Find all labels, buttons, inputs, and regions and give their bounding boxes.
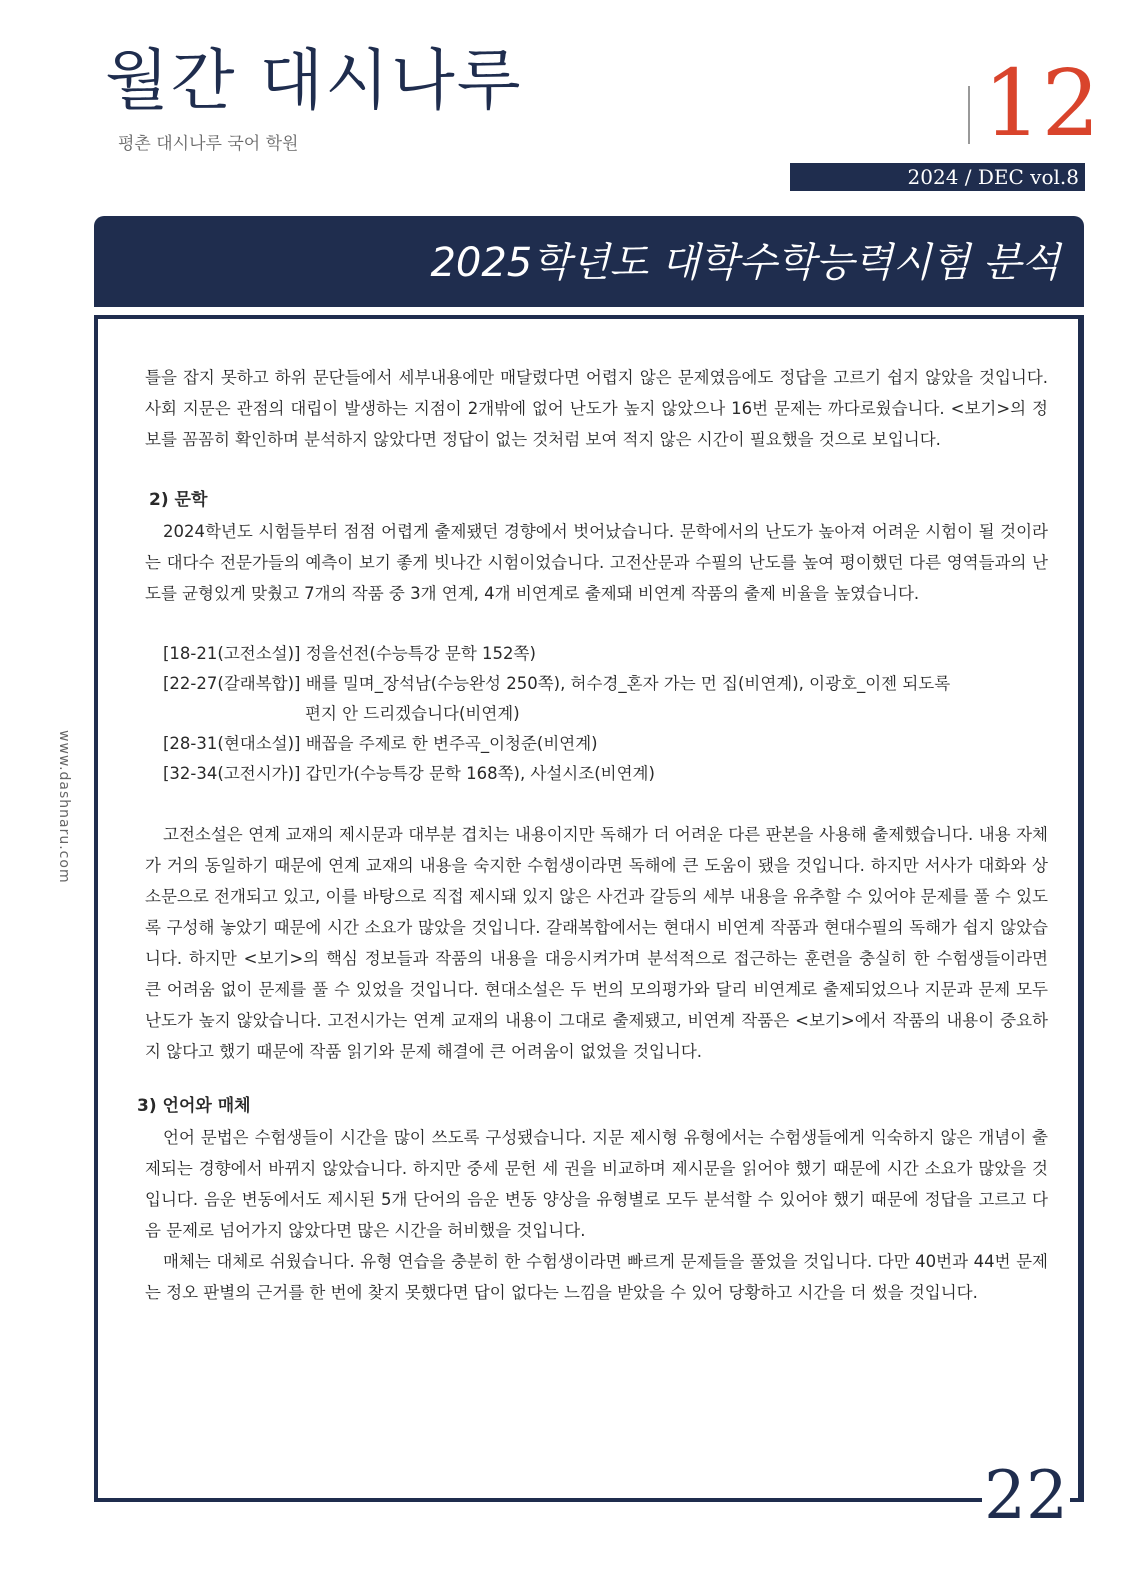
literature-works-list [163,639,1048,789]
article-body [137,362,1048,1308]
section-heading-language-media: 3) 언어와 매체 [137,1096,251,1116]
date-volume-strip: 2024 / DEC vol.8 [790,163,1085,191]
work-item: [22-27(갈래복합)] 배를 밀며_장석남(수능완성 250쪽), 허수경_혼자 가는 먼 집(비연계), 이광호_이젠 되도록 [163,674,951,693]
work-item: [28-31(현대소설)] 배꼽을 주제로 한 변주곡_이청준(비연계) [163,734,598,753]
magazine-title: 월간 대시나루 [105,42,523,119]
literature-paragraph-2: 고전소설은 연계 교재의 제시문과 대부분 겹치는 내용이지만 독해가 더 어려운 다른 판본을 사용해 출제했습니다. 내용 자체가 거의 동일하기 때문에 연계 교재의 내용을 숙지한 수험생이라면 독해에 큰 도움이 됐을 것입니다. 하지만 서사가 대화와 상소문으로 전개되고 있고, 이를 바탕으로 직접 제시돼 있지 않은 사건과 갈등의 세부 내용을 유추할 수 있어야 문제를 풀 수 있도록 구성해 놓았기 때문에 시간 소요가 많았을 것입니다. 갈래복합에서는 현대시 비연계 작품과 현대수필의 독해가 쉽지 않았습니다. 하지만 <보기>의 핵심 정보들과 작품의 내용을 대응시켜가며 분석적으로 접근하는 훈련을 충실히 한 수험생들이라면 큰 어려움 없이 문제를 풀 수 있었을 것입니다. 현대소설은 두 번의 모의평가와 달리 비연계로 출제되었으나 지문과 문제 모두 난도가 높지 않았습니다. 고전시가는 연계 교재의 내용이 그대로 출제됐고, 비연계 작품은 <보기>에서 작품의 내용이 중요하지 않다고 했기 때문에 작품 읽기와 문제 해결에 큰 어려움이 없었을 것입니다. [145,825,1048,1061]
section-banner [94,216,1084,307]
work-item: [32-34(고전시가)] 갑민가(수능특강 문학 168쪽), 사설시조(비연계) [163,764,655,783]
section-heading-literature: 2) 문학 [149,490,208,510]
work-item: [18-21(고전소설)] 정을선전(수능특강 문학 152쪽) [163,644,536,663]
magazine-subtitle: 평촌 대시나루 국어 학원 [118,134,299,154]
language-paragraph: 언어 문법은 수험생들이 시간을 많이 쓰도록 구성됐습니다. 지문 제시형 유형에서는 수험생들에게 익숙하지 않은 개념이 출제되는 경향에서 바뀌지 않았습니다. 하지만 중세 문헌 세 권을 비교하며 제시문을 읽어야 했기 때문에 시간 소요가 많았을 것입니다. 음운 변동에서도 제시된 5개 단어의 음운 변동 양상을 유형별로 모두 분석할 수 있어야 했기 때문에 정답을 고르고 다음 문제로 넘어가지 않았다면 많은 시간을 허비했을 것입니다. [145,1128,1048,1240]
issue-number: 12 [983,50,1101,157]
work-item-continued: 편지 안 드리겠습니다(비연계) [305,704,520,723]
side-website-url: www.dashnaru.com [56,730,72,884]
page-number: 22 [984,1457,1068,1534]
banner-title: 2025학년도 대학수학능력시험 분석 [430,240,1060,286]
issue-divider [968,86,970,144]
intro-paragraph: 틀을 잡지 못하고 하위 문단들에서 세부내용에만 매달렸다면 어렵지 않은 문제였음에도 정답을 고르기 쉽지 않았을 것입니다. 사회 지문은 관점의 대립이 발생하는 지점이 2개밖에 없어 난도가 높지 않았으나 16번 문제는 까다로웠습니다. <보기>의 정보를 꼼꼼히 확인하며 분석하지 않았다면 정답이 없는 것처럼 보여 적지 않은 시간이 필요했을 것으로 보입니다. [145,368,1048,449]
media-paragraph: 매체는 대체로 쉬웠습니다. 유형 연습을 충분히 한 수험생이라면 빠르게 문제들을 풀었을 것입니다. 다만 40번과 44번 문제는 정오 판별의 근거를 한 번에 찾지 못했다면 답이 없다는 느낌을 받았을 수 있어 당황하고 시간을 더 썼을 것입니다. [145,1252,1048,1302]
literature-paragraph-1: 2024학년도 시험들부터 점점 어렵게 출제됐던 경향에서 벗어났습니다. 문학에서의 난도가 높아져 어려운 시험이 될 것이라는 대다수 전문가들의 예측이 보기 좋게 빗나간 시험이었습니다. 고전산문과 수필의 난도를 높여 평이했던 다른 영역들과의 난도를 균형있게 맞췄고 7개의 작품 중 3개 연계, 4개 비연계로 출제돼 비연계 작품의 출제 비율을 높였습니다. [145,522,1048,603]
